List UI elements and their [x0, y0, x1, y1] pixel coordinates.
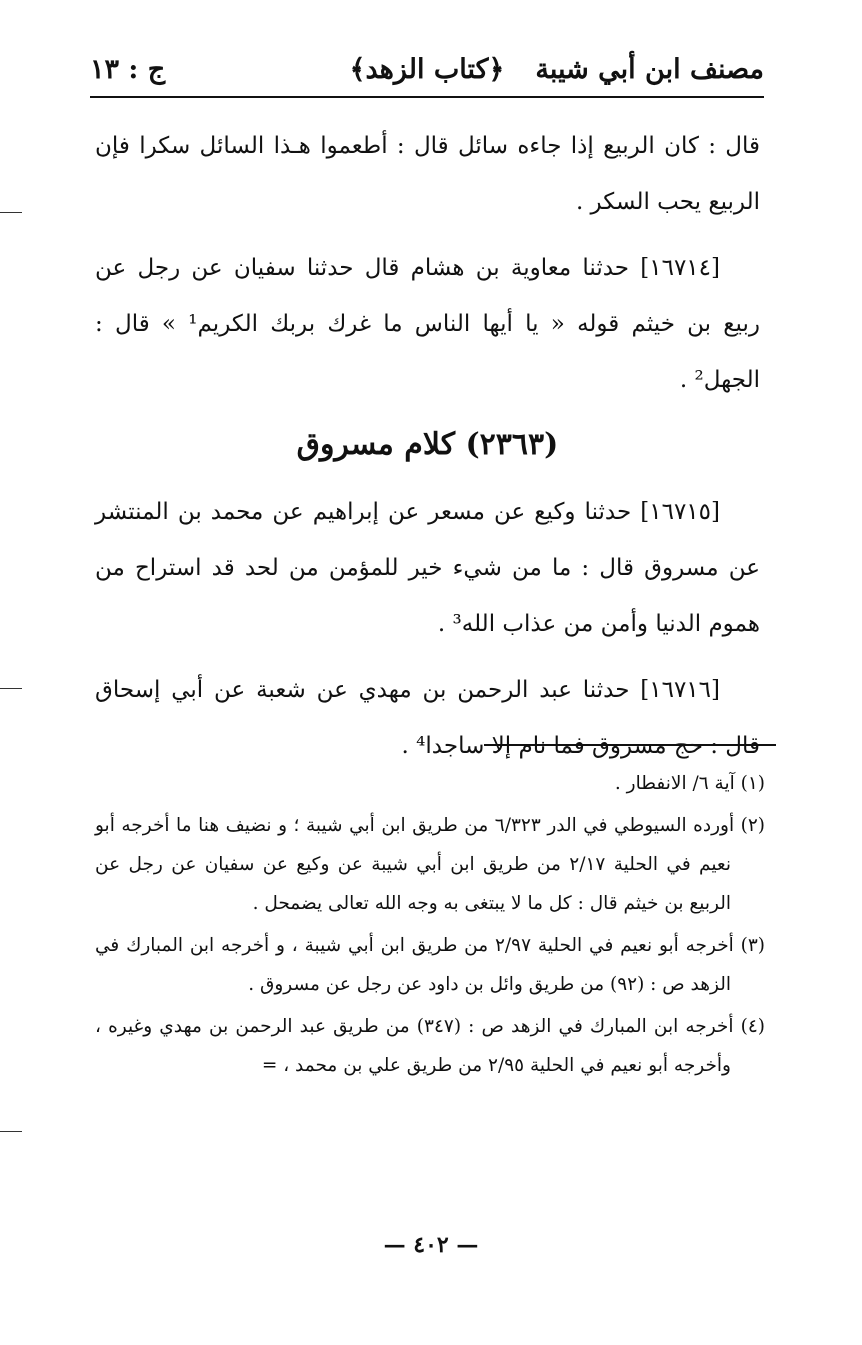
- running-header: [90, 40, 764, 90]
- footnote-rule: [484, 744, 776, 746]
- volume-number: ج : ١٣: [90, 54, 166, 85]
- hadith-16714: [١٦٧١٤] حدثنا معاوية بن هشام قال حدثنا سفيان عن رجل عن ربيع بن خيثم قوله « يا أيها الناس ما غرك بربك الكريم¹ » قال : الجهل² .: [95, 255, 760, 393]
- page-number: — ٤٠٢ —: [383, 1232, 479, 1258]
- main-text: [95, 118, 760, 774]
- footnotes: [95, 764, 765, 1085]
- margin-mark: [0, 1131, 22, 1132]
- margin-mark: [0, 212, 22, 213]
- footnote-4: (٤) أخرجه ابن المبارك في الزهد ص : (٣٤٧) من طريق عبد الرحمن بن مهدي وغيره ، وأخرجه أبو نعيم في الحلية ٢/٩٥ من طريق علي بن محمد ، =: [95, 1016, 765, 1076]
- hadith-16716: [١٦٧١٦] حدثنا عبد الرحمن بن مهدي عن شعبة عن أبي إسحاق قال : حج مسروق فما نام إلا ساجدا⁴ .: [95, 677, 760, 759]
- paragraph-continuation: قال : كان الربيع إذا جاءه سائل قال : أطعموا هـذا السائل سكرا فإن الربيع يحب السكر .: [95, 133, 760, 215]
- header-rule: [90, 96, 764, 98]
- hadith-16715: [١٦٧١٥] حدثنا وكيع عن مسعر عن إبراهيم عن محمد بن المنتشر عن مسروق قال : ما من شيء خير للمؤمن من لحد قد استراح من هموم الدنيا وأمن من عذاب الله³ .: [95, 499, 760, 637]
- footnote-2: (٢) أورده السيوطي في الدر ٦/٣٢٣ من طريق ابن أبي شيبة ؛ و نضيف هنا ما أخرجه أبو نعيم في الحلية ٢/١٧ من طريق ابن أبي شيبة عن وكيع عن سفيان عن رجل عن الربيع بن خيثم قال : كل ما لا يبتغى به وجه الله تعالى يضمحل .: [95, 815, 765, 914]
- footnote-1: (١) آية ٦/ الانفطار .: [614, 773, 765, 794]
- margin-mark: [0, 688, 22, 689]
- chapter-title: ﴿كتاب الزهد﴾: [349, 54, 505, 85]
- section-heading: (٢٣٦٣) كلام مسروق: [296, 427, 559, 462]
- book-title: مصنف ابن أبي شيبة: [535, 54, 764, 85]
- footnote-3: (٣) أخرجه أبو نعيم في الحلية ٢/٩٧ من طريق ابن أبي شيبة ، و أخرجه ابن المبارك في الزهد ص : (٩٢) من طريق وائل بن داود عن رجل عن مسروق .: [95, 935, 765, 995]
